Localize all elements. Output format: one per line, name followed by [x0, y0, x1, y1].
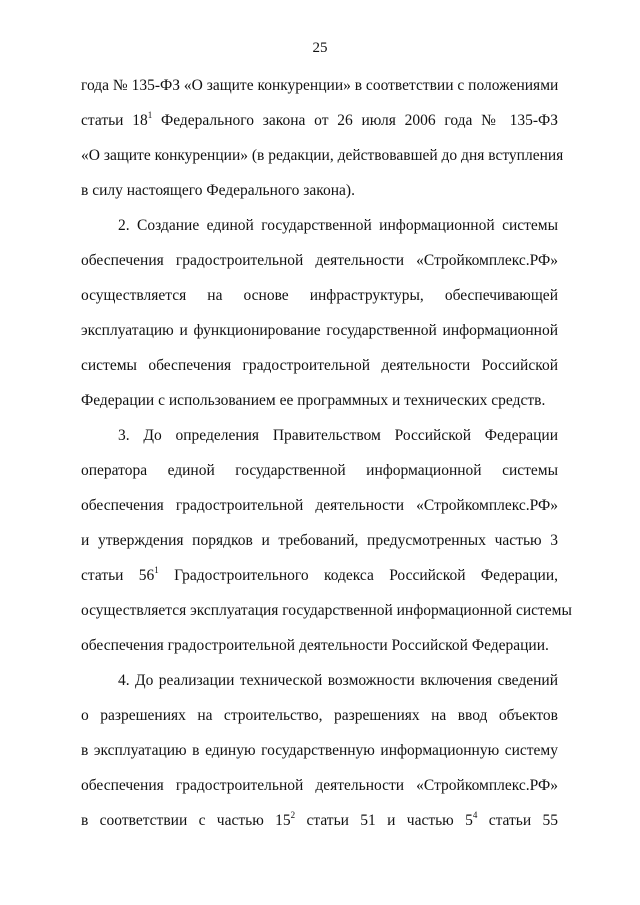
- text-line: [81, 278, 558, 313]
- paragraph-p1: [81, 68, 564, 208]
- text-line: [81, 173, 558, 208]
- text-run: в силу настоящего Федерального закона).: [81, 182, 355, 199]
- text-run: обеспечения градостроительной деятельности «Стройкомплекс.РФ»: [81, 497, 558, 514]
- text-line: [81, 733, 558, 768]
- superscript: 4: [472, 810, 478, 820]
- text-run: в соответствии с частью 15: [81, 812, 291, 829]
- text-run: Градостроительного кодекса Российской Федерации,: [158, 567, 558, 584]
- text-line: [81, 418, 558, 453]
- text-run: года № 135-ФЗ «О защите конкуренции» в соответствии с положениями: [81, 77, 559, 94]
- text-run: «О защите конкуренции» (в редакции, действовавшей до дня вступления: [81, 147, 564, 164]
- text-line: [81, 663, 558, 698]
- text-run: статьи 55: [477, 812, 558, 829]
- text-line: [81, 698, 558, 733]
- text-line: [81, 558, 558, 593]
- paragraph-p3: [81, 418, 572, 663]
- text-run: 4. До реализации технической возможности включения сведений: [118, 672, 558, 689]
- text-line: [81, 103, 558, 138]
- text-run: и утверждения порядков и требований, предусмотренных частью 3: [81, 532, 558, 549]
- text-run: 3. До определения Правительством Российской Федерации: [118, 427, 558, 444]
- text-line: [81, 523, 558, 558]
- text-line: [81, 348, 558, 383]
- page-number: 25: [312, 40, 328, 56]
- paragraph-p2: [81, 208, 558, 418]
- text-run: о разрешениях на строительство, разрешениях на ввод объектов: [81, 707, 558, 724]
- text-line: [81, 313, 558, 348]
- text-line: [81, 208, 558, 243]
- text-run: осуществляется эксплуатация государственной информационной системы: [81, 602, 572, 619]
- text-run: обеспечения градостроительной деятельности «Стройкомплекс.РФ»: [81, 252, 558, 269]
- text-run: Федерального закона от 26 июля 2006 года № 135-ФЗ: [152, 112, 558, 129]
- superscript: 2: [290, 810, 296, 820]
- text-run: эксплуатацию и функционирование государственной информационной: [81, 322, 558, 339]
- text-run: Федерации с использованием ее программных и технических средств.: [81, 392, 546, 409]
- text-run: осуществляется на основе инфраструктуры, обеспечивающей: [81, 287, 558, 304]
- paragraph-p4: [81, 663, 558, 838]
- text-line: [81, 68, 558, 103]
- document-body: [81, 68, 572, 838]
- text-run: статьи 18: [81, 112, 148, 129]
- text-run: обеспечения градостроительной деятельности «Стройкомплекс.РФ»: [81, 777, 558, 794]
- superscript: 1: [154, 565, 159, 575]
- text-run: в эксплуатацию в единую государственную информационную систему: [81, 742, 558, 759]
- text-line: [81, 488, 558, 523]
- text-run: 2. Создание единой государственной информационной системы: [118, 217, 558, 234]
- text-line: [81, 628, 558, 663]
- text-line: [81, 453, 558, 488]
- text-run: статьи 51 и частью 5: [295, 812, 473, 829]
- text-line: [81, 593, 572, 628]
- text-line: [81, 243, 558, 278]
- text-run: обеспечения градостроительной деятельности Российской Федерации.: [81, 637, 549, 654]
- text-line: [81, 803, 558, 838]
- superscript: 1: [147, 110, 153, 120]
- text-run: системы обеспечения градостроительной деятельности Российской: [81, 357, 558, 374]
- text-line: [81, 383, 558, 418]
- text-run: оператора единой государственной информационной системы: [81, 462, 558, 479]
- text-run: статьи 56: [81, 567, 155, 584]
- text-line: [81, 138, 564, 173]
- text-line: [81, 768, 558, 803]
